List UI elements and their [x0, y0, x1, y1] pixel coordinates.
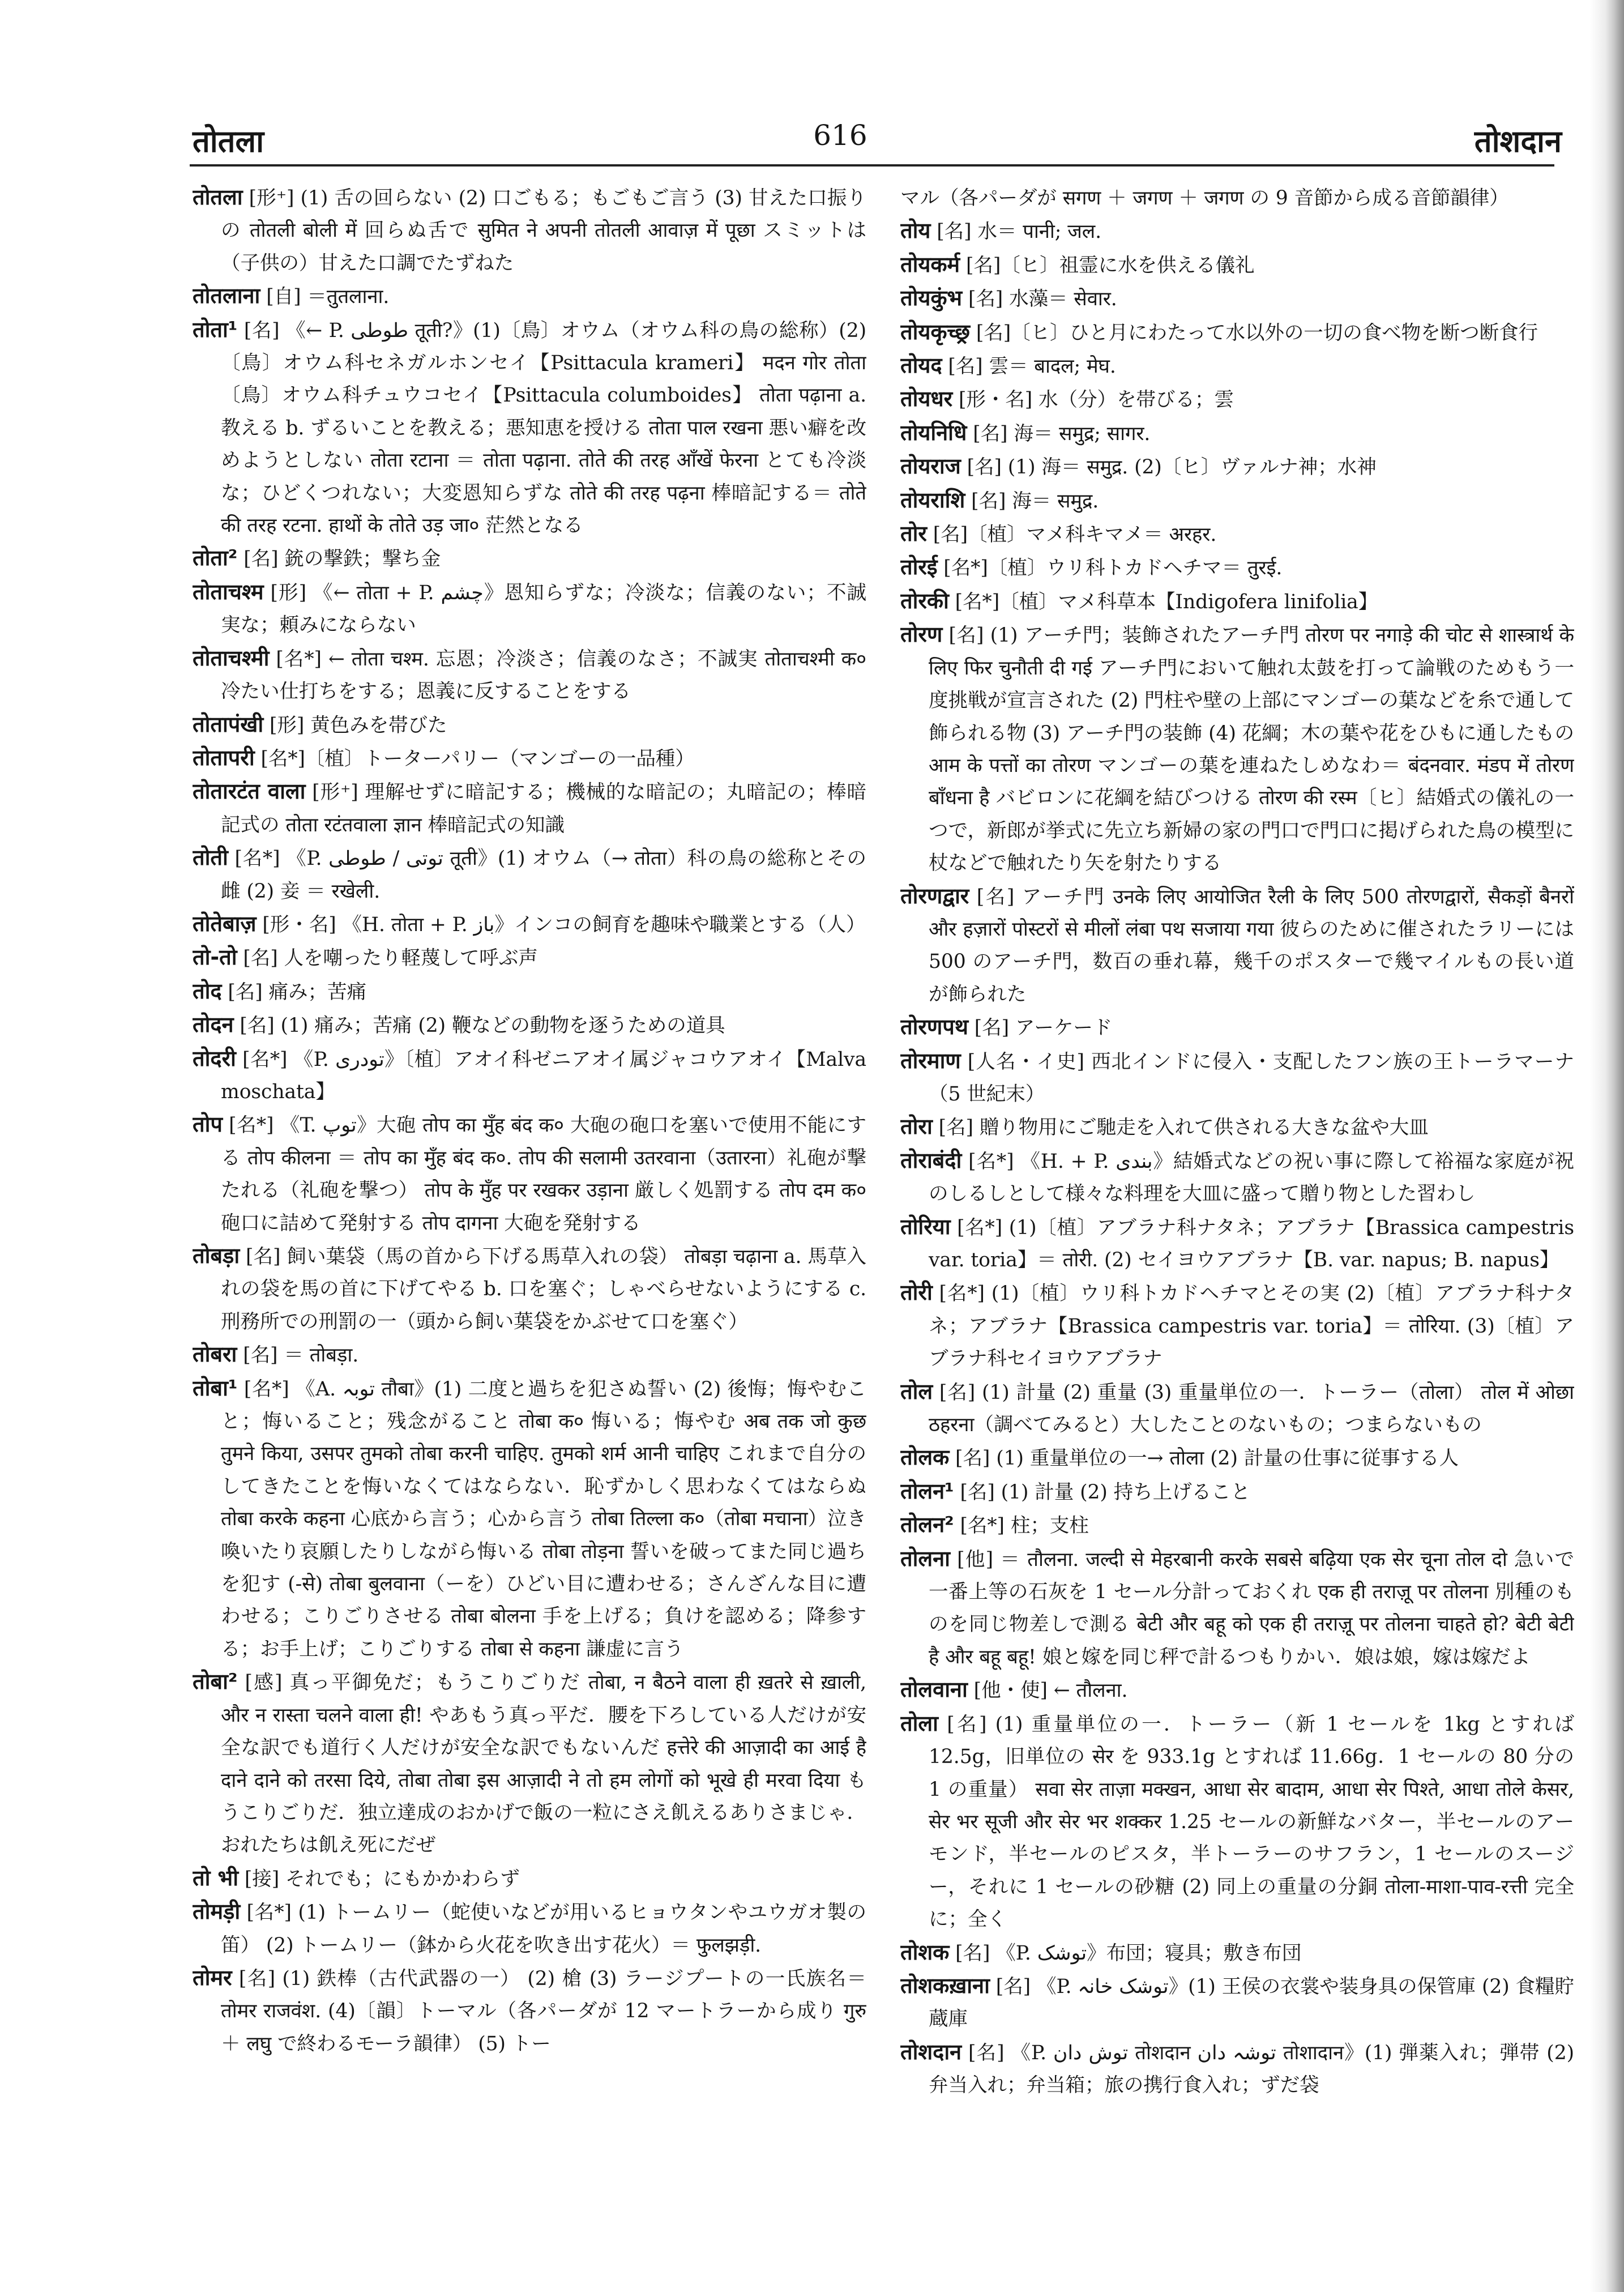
- entry-headword: तोलन²: [900, 1512, 954, 1538]
- entry-definition: [名] 海＝ समुद्र.: [965, 489, 1099, 513]
- dictionary-entry: [900, 282, 1574, 315]
- entry-definition: [人名・イ史] 西北インドに侵入・支配したフン族の王トーラマーナ（5 世紀末）: [929, 1050, 1574, 1106]
- entry-definition: [名] アーケード: [968, 1017, 1113, 1040]
- dictionary-entry: [900, 1936, 1574, 1970]
- entry-definition: [名] (1) 計量 (2) 持ち上げること: [954, 1480, 1250, 1504]
- entry-headword: तोरणद्वार: [900, 883, 969, 908]
- dictionary-entry: [193, 576, 866, 642]
- page-number: 616: [813, 119, 867, 152]
- entry-definition: [名] アーチ門 उनके लिए आयोजित रैली के लिए 500 तोरणद्वारों, सैकड़ों बैनरों और हज़ारों पोस्टरों से मीलों लंबा पथ सजाया गया 彼らのために催されたラリーには 500 のアーチ門，数百の垂れ幕，幾千のポスターで幾マイルもの長い道が飾られた: [929, 885, 1574, 1006]
- entry-definition: [名] (1) 海＝ समुद्र. (2)〔ヒ〕ヴァルナ神；水神: [960, 456, 1377, 479]
- entry-definition: [形] 黄色みを帯びた: [263, 714, 447, 737]
- entry-definition: [名*] 《P. تودری》〔植〕アオイ科ゼニアオイ属ジャコウアオイ【Malva moschata】: [221, 1048, 866, 1103]
- dictionary-entry: [900, 585, 1574, 618]
- entry-definition: [他・使] ← तौलना.: [967, 1679, 1128, 1702]
- entry-definition: [形・名] 水（分）を帯びる；雲: [952, 389, 1234, 412]
- dictionary-entry: [193, 1043, 866, 1109]
- entry-definition: [感] 真っ平御免だ；もうこりごりだ तोबा, न बैठने वाला ही ख़तरे से ख़ाली, और न रास्ता चलने वाला ही! やあもう真っ平だ．腰を下ろしている人だけが安全な訳でも道行く人だけが安全な訳でもないんだ हत्तेरे की आज़ादी का आई है दाने दाने को तरसा दिये, तोबा तोबा इस आज़ादी ने तो हम लोगों को भूखे ही मरवा दिया もうこりごりだ．独立達成のおかげで飯の一粒にさえ飢えるありさまじゃ．おれたちは飢え死にだぜ: [221, 1671, 866, 1857]
- left-column: [193, 181, 866, 2248]
- dictionary-entry: [900, 1543, 1574, 1674]
- entry-definition: [名] (1) アーチ門；装飾されたアーチ門 तोरण पर नगाड़े की चोट से शास्त्रार्थ के लिए फिर चुनौती दी गई アーチ門において触れ太鼓を打って論戦のためもう一度挑戦が宣言された (2) 門柱や壁の上部にマンゴーの葉などを糸で通して飾られる物 (3) アーチ門の装飾 (4) 花綱；木の葉や花をひもに通したもの आम के पत्तों का तोरण マンゴーの葉を連ねたしめなわ＝ बंदनवार. मंडप में तोरण बाँधना है バビロンに花綱を結びつける तोरण की रस्म〔ヒ〕結婚式の儀礼の一つで，新郎が挙式に先立ち新婦の家の門口で門口に掲げられた鳥の模型に杖などで触れたり矢を射たりする: [929, 624, 1574, 875]
- entry-definition: [名]〔ヒ〕祖霊に水を供える儀礼: [960, 254, 1255, 277]
- dictionary-entry: [193, 280, 866, 313]
- dictionary-entry: [193, 1240, 866, 1338]
- entry-definition: [名*] ← तोता चश्म. 忘恩；冷淡さ；信義のなさ；不誠実 तोताचश्मी क० 冷たい仕打ちをする；恩義に反することをする: [221, 647, 866, 703]
- header-left-word: तोतला: [193, 123, 264, 159]
- entry-headword: तोशदान: [900, 2039, 962, 2064]
- entry-headword: तोरई: [900, 554, 938, 580]
- entry-definition: [名] (1) 重量単位の一．トーラー（新 1 セールを 1kg とすれば 12.5g，旧単位の सेर を 933.1g とすれば 11.66g．1 セールの 80 分の 1 の重量） सवा सेर ताज़ा मक्खन, आधा सेर बादाम, आधा सेर पिश्ते, आधा तोले केसर, सेर भर सूजी और सेर भर शक्कर 1.25 セールの新鮮なバター，半セールのアーモンド，半セールのピスタ，半トーラーのサフラン，1 セールのスージー，それに 1 セールの砂糖 (2) 同上の重量の分銅 तोला-माशा-पाव-रत्ती 完全に；全く: [929, 1713, 1574, 1931]
- entry-definition: [名]〔ヒ〕ひと月にわたって水以外の一切の食べ物を断つ断食行: [969, 321, 1538, 344]
- dictionary-entry: [193, 181, 866, 280]
- entry-headword: तोय: [900, 218, 931, 244]
- entry-definition: [形・名] 《H. तोता + P. باز》インコの飼育を趣味や職業とする（人）: [256, 913, 866, 936]
- entry-definition: [名*]〔植〕トーターパリー（マンゴーの一品種）: [254, 747, 695, 770]
- entry-definition: [名*] (1)〔植〕ウリ科トカドヘチマとその実 (2)〔植〕アブラナ科ナタネ；アブラナ【Brassica campestris var. toria】＝ तोरिया. (3)〔植〕アブラナ科セイヨウアブラナ: [929, 1282, 1574, 1371]
- entry-headword: तोता¹: [193, 317, 238, 342]
- dictionary-entry: [900, 618, 1574, 880]
- entry-headword: तोती: [193, 845, 228, 870]
- entry-definition: [名*] 《T. توپ》大砲 तोप का मुँह बंद क० 大砲の砲口を塞いで使用不能にする तोप कीलना ＝ तोप का मुँह बंद क०. तोप की सलामी उतरवाना（उतारना）礼砲が撃たれる（礼砲を撃つ） तोप के मुँह पर रखकर उड़ाना 厳しく処罰する तोप दम क० 砲口に詰めて発射する तोप दागना 大砲を発射する: [221, 1114, 866, 1235]
- entry-headword: तोमड़ी: [193, 1899, 241, 1924]
- dictionary-entry: [193, 642, 866, 708]
- dictionary-entry: [900, 249, 1574, 282]
- entry-definition: [名] 雲＝ बादल; मेघ.: [942, 355, 1116, 378]
- header-right-word: तोशदान: [1474, 123, 1562, 159]
- entry-headword: तोलना: [900, 1546, 950, 1571]
- dictionary-entry: [900, 215, 1574, 248]
- entry-headword: तो-तो: [193, 945, 237, 970]
- entry-headword: तोशकख़ाना: [900, 1973, 990, 1998]
- dictionary-entry: [900, 880, 1574, 1011]
- dictionary-entry: [193, 1372, 866, 1666]
- entry-headword: तोलन¹: [900, 1478, 954, 1504]
- entry-definition: [形⁺] 理解せずに暗記する；機械的な暗記の；丸暗記の；棒暗記式の तोता रटंतवाला ज्ञान 棒暗記式の知識: [221, 781, 866, 836]
- entry-headword: तोतलाना: [193, 283, 260, 309]
- entry-headword: तोरणपथ: [900, 1014, 968, 1040]
- entry-definition: [名] 飼い葉袋（馬の首から下げる馬草入れの袋） तोबड़ा चढ़ाना a. 馬草入れの袋を馬の首に下げてやる b. 口を塞ぐ；しゃべらせないようにする c. 刑務所での刑罰の一（頭から飼い葉袋をかぶせて口を塞ぐ）: [221, 1245, 866, 1333]
- entry-definition: マル（各パーダが सगण ＋ जगण ＋ जगण の 9 音節から成る音節韻律）: [900, 187, 1509, 210]
- entry-headword: तोतेबाज़: [193, 911, 257, 936]
- dictionary-entry: [193, 1862, 866, 1896]
- dictionary-entry: [900, 450, 1574, 484]
- entry-headword: तोयराज: [900, 454, 961, 479]
- right-column: [900, 181, 1574, 2248]
- dictionary-entry: [900, 518, 1574, 551]
- entry-definition: [名] 《P. توشک خانہ》(1) 王侯の衣裳や装身具の保管庫 (2) 食糧貯蔵庫: [929, 1975, 1574, 2031]
- dictionary-entry: [900, 417, 1574, 450]
- header-rule: [190, 164, 1554, 167]
- entry-headword: तोराबंदी: [900, 1147, 962, 1173]
- entry-definition: [名*] 《P. توتی / طوطی तूती》(1) オウム（→ तोता）科の鳥の総称とその雌 (2) 妾 ＝ रखेली.: [221, 847, 866, 903]
- entry-headword: तोरी: [900, 1280, 933, 1305]
- entry-headword: तोरा: [900, 1114, 933, 1139]
- entry-definition: [形] 《← तोता + P. چشم》恩知らずな；冷淡な；信義のない；不誠実な；頼みにならない: [221, 581, 866, 637]
- dictionary-entry: [900, 484, 1574, 518]
- dictionary-entry: [900, 551, 1574, 584]
- entry-definition: [名] 《P. توشک》布団；寝具；敷き布団: [949, 1941, 1302, 1965]
- dictionary-entry: [193, 941, 866, 975]
- entry-definition: [名*] 《H. + P. بندی》結婚式などの祝い事に際して裕福な家庭が祝のしるしとして様々な料理を大皿に盛って贈り物とした習わし: [929, 1150, 1574, 1206]
- dictionary-entry: [900, 1277, 1574, 1375]
- entry-headword: तोरण: [900, 622, 943, 647]
- entry-definition: [自] ＝तुतलाना.: [260, 285, 390, 309]
- page-edge-shadow: [1590, 0, 1624, 2292]
- entry-headword: तोशक: [900, 1939, 950, 1965]
- entry-definition: [名*] (1)〔植〕アブラナ科ナタネ；アブラナ【Brassica campestris var. toria】＝ तोरी. (2) セイヨウアブラナ【B. var. napus; B. napus】: [929, 1216, 1574, 1271]
- entry-headword: तोप: [193, 1112, 223, 1137]
- entry-definition: [名] ＝ तोबड़ा.: [237, 1344, 359, 1367]
- entry-definition: [名]〔植〕マメ科キマメ＝ अरहर.: [926, 523, 1217, 547]
- entry-definition: [名*]〔植〕ウリ科トカドヘチマ＝ तुरई.: [937, 557, 1283, 580]
- entry-definition: [名] 水藻＝ सेवार.: [962, 288, 1117, 311]
- dictionary-entry: [900, 1708, 1574, 1936]
- entry-definition: [名] 《← P. طوطی तूती?》(1)〔鳥〕オウム（オウム科の鳥の総称）(2)〔鳥〕オウム科セネガルホンセイ【Psittacula krameri】 मदन गोर तोता 〔鳥〕オウム科チュウコセイ【Psittacula columboides】 तोता पढ़ाना a. 教える b. ずるいことを教える；悪知恵を授ける तोता पाल रखना 悪い癖を改めようとしない तोता रटाना ＝ तोता पढ़ाना. तोते की तरह आँखें फेरना とても冷淡な；ひどくつれない；大変恩知らずな तोते की तरह पढ़ना 棒暗記する＝ तोते की तरह रटना. हाथों के तोते उड़ जा० 茫然となる: [221, 319, 866, 537]
- dictionary-entry: [900, 1111, 1574, 1144]
- entry-definition: [名*] 柱；支柱: [954, 1514, 1089, 1538]
- entry-headword: तोलवाना: [900, 1677, 968, 1702]
- entry-headword: तोबड़ा: [193, 1243, 240, 1268]
- entry-headword: तोताचश्म: [193, 579, 264, 604]
- dictionary-entry: [193, 975, 866, 1009]
- entry-headword: तोताचश्मी: [193, 645, 270, 671]
- entry-definition: [名] (1) 鉄棒（古代武器の一） (2) 槍 (3) ラージプートの一氏族名＝ तोमर राजवंश. (4)〔韻〕トーマル（各パーダが 12 マートラーから成り गुरु ＋ लघु で終わるモーラ韻律） (5) トー: [221, 1967, 866, 2055]
- entry-headword: तोरकी: [900, 588, 949, 613]
- dictionary-entry: [193, 1896, 866, 1962]
- dictionary-entry: [900, 383, 1574, 416]
- entry-definition: [名*] (1) トームリー（蛇使いなどが用いるヒョウタンやユウガオ製の笛） (2) トームリー（鉢から火花を吹き出す花火）＝ फुलझड़ी.: [221, 1901, 866, 1957]
- entry-definition: [名] 《P. توش دان तोशदान توشہ دان तोशादान》(1) 弾薬入れ；弾帯 (2) 弁当入れ；弁当箱；旅の携行食入れ；ずだ袋: [929, 2041, 1574, 2097]
- dictionary-entry: [900, 1674, 1574, 1707]
- entry-headword: तोता²: [193, 545, 238, 571]
- entry-definition: [名] (1) 重量単位の一→ तोला (2) 計量の仕事に従事する人: [949, 1447, 1459, 1470]
- entry-definition: [名] 銃の撃鉄；撃ち金: [237, 548, 441, 571]
- entry-definition: [接] それでも；にもかかわらず: [238, 1867, 520, 1890]
- entry-definition: [名*] 《A. توبہ तौबा》(1) 二度と過ちを犯さぬ誓い (2) 後悔；悔やむこと；悔いること；残念がること तोबा क० 悔いる；悔やむ अब तक जो कुछ तुमने किया, उसपर तुमको तोबा करनी चाहिए. तुमको शर्म आनी चाहिए これまで自分のしてきたことを悔いなくてはならない．恥ずかしく思わなくてはならぬ तोबा करके कहना 心底から言う；心から言う तोबा तिल्ला क०（तोबा मचाना）泣き喚いたり哀願したりしながら悔いる तोबा तोड़ना 誓いを破ってまた同じ過ちを犯す (-से) तोबा बुलवाना（ーを）ひどい目に遭わせる；さんざんな目に遭わせる；こりごりさせる तोबा बोलना 手を上げる；負けを認める；降参する；お手上げ；こりごりする तोबा से कहना 謙虚に言う: [221, 1377, 866, 1661]
- entry-definition: [名] 人を嘲ったり軽蔑して呼ぶ声: [237, 947, 538, 970]
- dictionary-entry: [193, 708, 866, 742]
- entry-definition: [名] (1) 痛み；苦痛 (2) 鞭などの動物を逐うための道具: [233, 1014, 725, 1038]
- entry-headword: तोरिया: [900, 1214, 951, 1239]
- entry-definition: [名] 贈り物用にご馳走を入れて供される大きな盆や大皿: [932, 1116, 1429, 1139]
- entry-headword: तोलक: [900, 1445, 950, 1470]
- dictionary-entry: [193, 314, 866, 543]
- entry-headword: तोयकुंभ: [900, 285, 963, 311]
- entry-headword: तोद: [193, 978, 222, 1004]
- entry-headword: तोर: [900, 521, 927, 547]
- dictionary-entry: [900, 1970, 1574, 2036]
- entry-headword: तोमर: [193, 1965, 232, 1990]
- entry-definition: [名] (1) 計量 (2) 重量 (3) 重量単位の一．トーラー（तोला） तोल में ओछा ठहरना（調べてみると）大したことのないもの；つまらないもの: [929, 1381, 1574, 1437]
- dictionary-entry: [900, 1011, 1574, 1044]
- dictionary-entry: [193, 1009, 866, 1042]
- dictionary-entry: [193, 842, 866, 908]
- entry-headword: तोबा²: [193, 1669, 238, 1695]
- dictionary-entry: [900, 1509, 1574, 1542]
- entry-definition: [名] 痛み；苦痛: [221, 980, 366, 1004]
- dictionary-entry: [900, 1145, 1574, 1211]
- dictionary-entry: [193, 1962, 866, 2060]
- dictionary-entry: [900, 316, 1574, 349]
- entry-headword: तोयकृच्छ्र: [900, 319, 970, 344]
- entry-headword: तोयराशि: [900, 487, 965, 513]
- entry-definition: [名] 海＝ समुद्र; सागर.: [967, 422, 1151, 445]
- dictionary-entry: [900, 1475, 1574, 1509]
- entry-headword: तोयद: [900, 353, 942, 378]
- entry-definition: [名*]〔植〕マメ科草本【Indigofera linifolia】: [948, 590, 1378, 613]
- entry-definition: [形⁺] (1) 舌の回らない (2) 口ごもる；もごもご言う (3) 甘えた口振りの तोतली बोली में 回らぬ舌で सुमित ने अपनी तोतली आवाज़ में पूछा スミットは（子供の）甘えた口調でたずねた: [221, 187, 866, 275]
- dictionary-entry: [193, 1338, 866, 1372]
- entry-headword: तोदरी: [193, 1045, 236, 1071]
- entry-headword: तोबा¹: [193, 1375, 238, 1401]
- entry-headword: तोबरा: [193, 1342, 237, 1367]
- entry-definition: [名] 水＝ पानी; जल.: [930, 220, 1102, 244]
- dictionary-entry: [193, 742, 866, 775]
- entry-headword: तोयधर: [900, 386, 953, 412]
- dictionary-entry: [193, 775, 866, 842]
- entry-headword: तोरमाण: [900, 1048, 961, 1073]
- entry-headword: तोल: [900, 1378, 933, 1404]
- entry-headword: तोयकर्म: [900, 251, 960, 277]
- dictionary-entry: [900, 2036, 1574, 2102]
- entry-headword: तोदन: [193, 1012, 234, 1038]
- dictionary-entry: [193, 1108, 866, 1240]
- entry-headword: तो भी: [193, 1865, 238, 1890]
- dictionary-entry: [900, 1376, 1574, 1442]
- dictionary-entry: [900, 1441, 1574, 1475]
- entry-headword: तोतारटंत वाला: [193, 779, 306, 804]
- entry-headword: तोतापरी: [193, 745, 255, 770]
- dictionary-entry: [193, 1666, 866, 1862]
- entry-headword: तोयनिधि: [900, 420, 967, 445]
- dictionary-entry: [900, 1211, 1574, 1277]
- dictionary-entry: [193, 542, 866, 575]
- dictionary-entry: [193, 908, 866, 941]
- entry-definition: [他] ＝ तौलना. जल्दी से मेहरबानी करके सबसे बढ़िया एक सेर चूना तोल दो 急いで一番上等の石灰を 1 セール分計っておくれ एक ही तराज़ू पर तोलना 別種のものを同じ物差しで測る बेटी और बहू को एक ही तराज़ू पर तोलना चाहते हो? बेटी बेटी है और बहू बहू! 娘と嫁を同じ秤で計るつもりかい．娘は娘，嫁は嫁だよ: [929, 1548, 1574, 1668]
- dictionary-entry: [900, 181, 1574, 215]
- entry-headword: तोतापंखी: [193, 711, 264, 737]
- dictionary-entry: [900, 349, 1574, 383]
- entry-headword: तोतला: [193, 185, 243, 210]
- entry-headword: तोला: [900, 1710, 938, 1736]
- dictionary-entry: [900, 1045, 1574, 1111]
